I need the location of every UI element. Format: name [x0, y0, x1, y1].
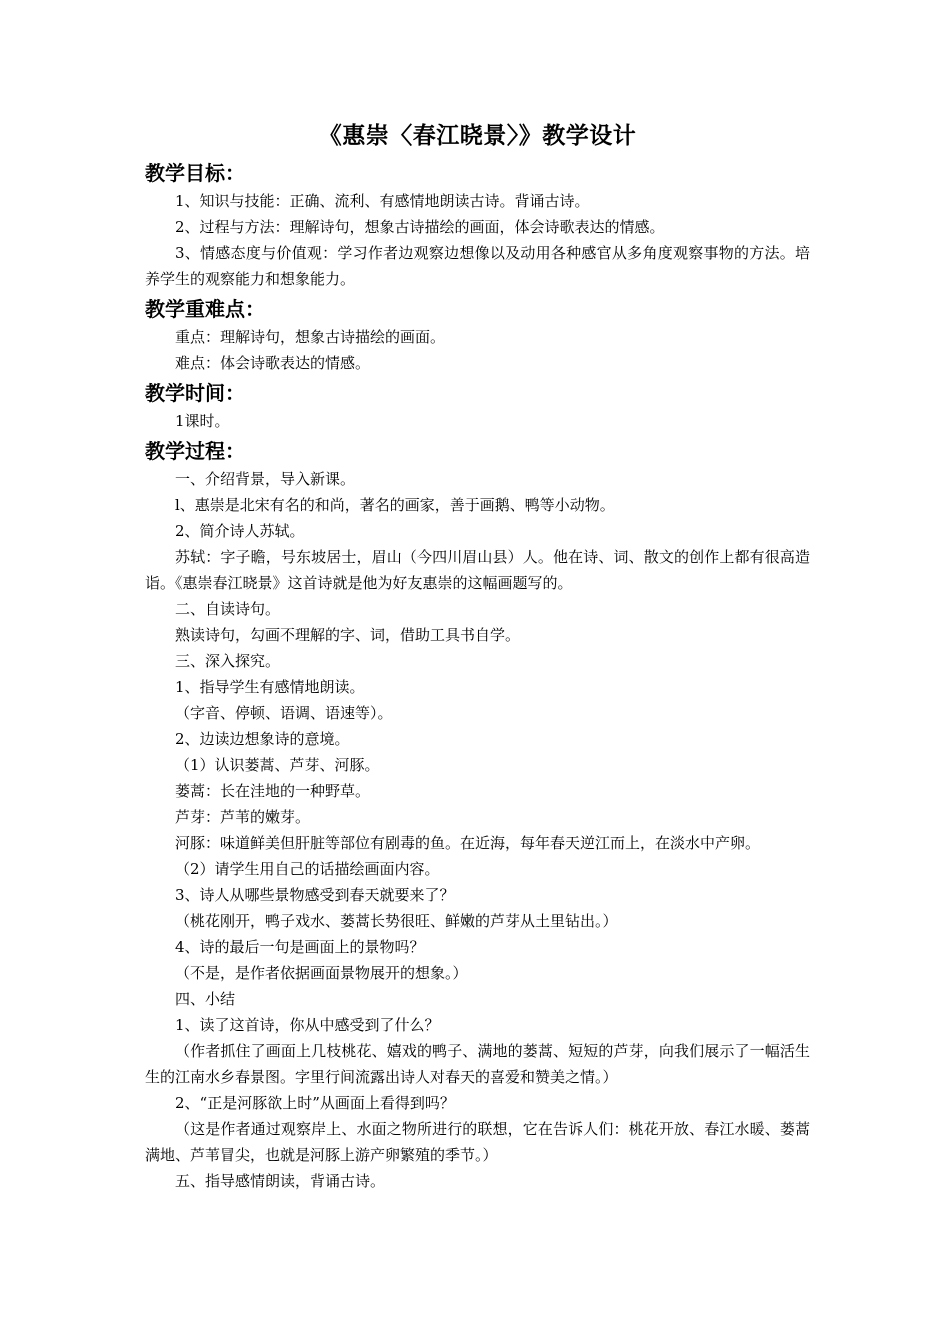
section-key-points [145, 294, 810, 376]
process-item: （字音、停顿、语调、语速等）。 [175, 704, 393, 722]
process-item: 二、自读诗句。 [175, 600, 281, 618]
process-item: （这是作者通过观察岸上、水面之物所进行的联想，它在告诉人们：桃花开放、春江水暖、蒌蒿满地、芦苇冒尖，也就是河豚上游产卵繁殖的季节。） [145, 1120, 810, 1164]
process-item: 1、指导学生有感情地朗读。 [175, 678, 365, 696]
section-goals [145, 158, 810, 292]
document-page [145, 118, 810, 1196]
section-time [145, 378, 810, 434]
process-item: 苏轼：字子瞻，号东坡居士，眉山（今四川眉山县）人。他在诗、词、散文的创作上都有很高造诣。《惠崇春江晓景》这首诗就是他为好友惠崇的这幅画题写的。 [145, 548, 810, 592]
process-item: （桃花刚开，鸭子戏水、蒌蒿长势很旺、鲜嫩的芦芽从土里钻出。） [175, 912, 618, 930]
process-item: （1）认识蒌蒿、芦芽、河豚。 [175, 756, 380, 774]
process-item: 4、诗的最后一句是画面上的景物吗？ [175, 938, 425, 956]
process-item: （作者抓住了画面上几枝桃花、嬉戏的鸭子、满地的蒌蒿、短短的芦芽，向我们展示了一幅活生生的江南水乡春景图。字里行间流露出诗人对春天的喜爱和赞美之情。） [145, 1042, 810, 1086]
section-heading-process: 教学过程： [145, 439, 245, 463]
process-item: 芦芽：芦苇的嫩芽。 [175, 808, 311, 826]
process-item: 蒌蒿：长在洼地的一种野草。 [175, 782, 371, 800]
section-heading-time: 教学时间： [145, 381, 245, 405]
process-item: 1、读了这首诗，你从中感受到了什么？ [175, 1016, 440, 1034]
document-title: 《惠崇〈春江晓景〉》教学设计 [318, 122, 637, 149]
section-heading-goals: 教学目标： [145, 161, 245, 185]
goal-item: 1、知识与技能：正确、流利、有感情地朗读古诗。背诵古诗。 [175, 192, 590, 210]
section-process [145, 436, 810, 1194]
goal-item: 3、情感态度与价值观：学习作者边观察边想像以及动用各种感官从多角度观察事物的方法。培养学生的观察能力和想象能力。 [145, 244, 810, 288]
key-point-item: 难点：体会诗歌表达的情感。 [175, 354, 371, 372]
process-item: 一、介绍背景，导入新课。 [175, 470, 356, 488]
process-item: 2、边读边想象诗的意境。 [175, 730, 350, 748]
key-point-item: 重点：理解诗句，想象古诗描绘的画面。 [175, 328, 446, 346]
process-item: 四、小结 [175, 990, 236, 1008]
section-heading-key-points: 教学重难点： [145, 297, 265, 321]
process-item: 2、“正是河豚欲上时”从画面上看得到吗？ [175, 1094, 455, 1112]
process-item: 3、诗人从哪些景物感受到春天就要来了？ [175, 886, 455, 904]
process-item: （不是，是作者依据画面景物展开的想象。） [175, 964, 468, 982]
process-item: 2、简介诗人苏轼。 [175, 522, 305, 540]
time-item: 1课时。 [175, 412, 230, 430]
process-item: 五、指导感情朗读，背诵古诗。 [175, 1172, 386, 1190]
process-item: 河豚：味道鲜美但肝脏等部位有剧毒的鱼。在近海，每年春天逆江而上，在淡水中产卵。 [175, 834, 761, 852]
process-item: 三、深入探究。 [175, 652, 281, 670]
process-item: （2）请学生用自己的话描绘画面内容。 [175, 860, 440, 878]
process-item: 熟读诗句，勾画不理解的字、词，借助工具书自学。 [175, 626, 521, 644]
process-item: l、惠崇是北宋有名的和尚，著名的画家，善于画鹅、鸭等小动物。 [175, 496, 615, 514]
goal-item: 2、过程与方法：理解诗句，想象古诗描绘的画面，体会诗歌表达的情感。 [175, 218, 665, 236]
